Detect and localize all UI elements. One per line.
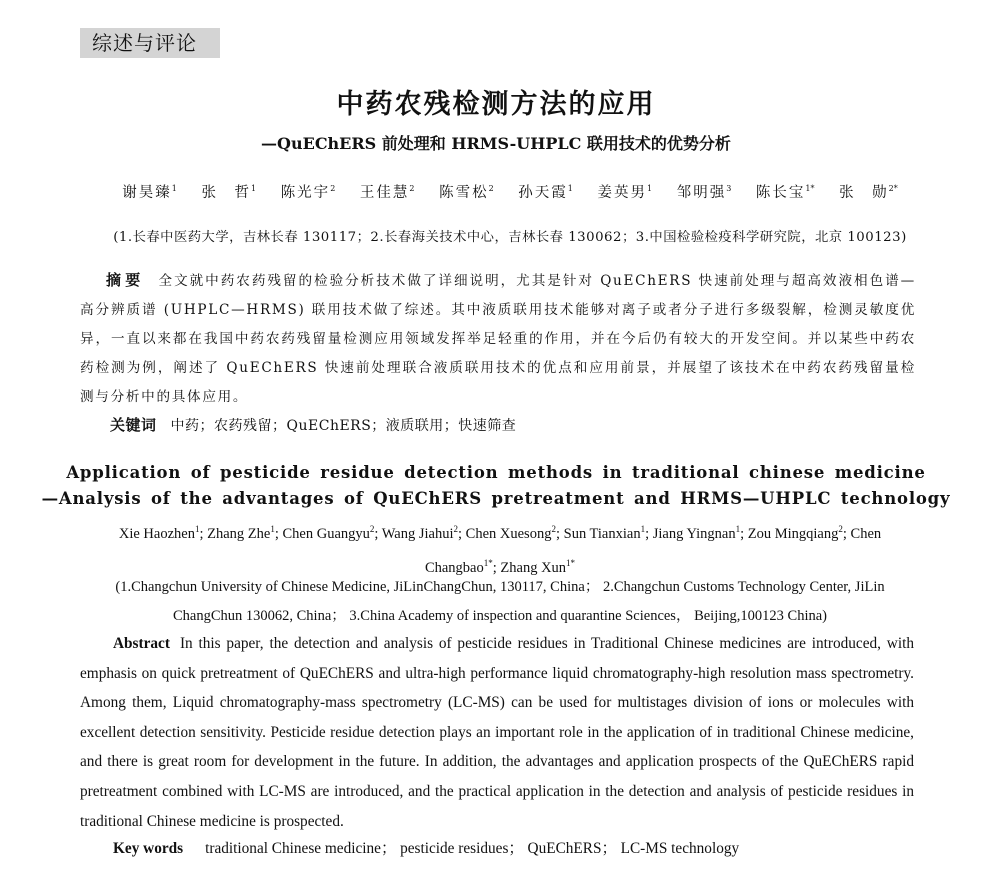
author-cn: 陈光宇$^2$ [280,184,336,201]
keywords-cn-label: 关键词 [110,416,157,434]
author-en: Xie Haozhen$^1$; [118,524,208,542]
title-en [0,460,992,512]
author-cn: 陈雪松$^2$ [439,184,494,201]
author-cn: 陈长宝$^{1*}$ [755,184,815,201]
abstract-cn-label: 摘要 [106,271,145,289]
author-cn: 张 哲$^1$ [201,184,257,201]
author-en: Chen Guangyu$^2$; [282,524,382,542]
subtitle-cn: —QuEChERS 前处理和 HRMS-UHPLC 联用技术的优势分析 [261,134,731,153]
abstract-cn-text: 全文就中药农药残留的检验分析技术做了详细说明，尤其是针对 QuEChERS 快速前处理与超高效液相色谱—高分辨质谱 (UHPLC—HRMS) 联用技术做了综述。其中液质联用技术能够对离子或者分子进行多级裂解，检测灵敏度优异，一直以来都在我国中药农药残留量检测应用领域发挥举足轻重的作用，并在今后仍有较大的开发空间。并以某些中药农药检测为例，阐述了 QuEChERS 快速前处理联合液质联用技术的优点和应用前景，并展望了该技术在中药农药残留量检测与分析中的具体应用。 [80,273,916,405]
affiliation-cn: (1.长春中医药大学，吉林长春 130117；2.长春海关技术中心，吉林长春 130062；3.中国检验检疫科学研究院，北京 100123) [113,230,907,245]
keywords-cn [80,413,916,438]
author-en: Chen Xuesong$^2$; [465,524,564,542]
abstract-cn [80,266,916,412]
keywords-cn-text: 中药；农药残留；QuEChERS；液质联用；快速筛查 [170,418,517,434]
keywords-en [80,836,914,862]
abstract-en [80,629,914,836]
author-en: Zhang Zhe$^1$; [207,524,283,542]
author-en: Chen Changbao$^{1*}$; [424,525,882,576]
author-en: Zou Mingqiang$^2$; [747,524,851,542]
author-en: Wang Jiahui$^2$; [381,524,466,542]
author-en: Sun Tianxian$^1$; [563,524,653,542]
section-tag: 综述与评论 [80,28,220,58]
affiliation-en: (1.Changchun University of Chinese Medicine, JiLinChangChun, 130117, China； 2.Changchun Customs Technology Center, JiLin ChangChun 130062, China； 3.China Academy of inspection and quarantine Sciences， Beijing,100123 China) [115,579,885,624]
author-cn: 姜英男$^1$ [597,184,653,201]
author-cn: 孙天霞$^1$ [518,184,573,201]
authors-cn [80,181,940,202]
keywords-en-label: Key words [113,840,184,857]
author-cn: 张 勋$^{2*}$ [839,184,898,201]
author-cn: 谢昊臻$^1$ [122,184,177,201]
abstract-en-label: Abstract [113,635,170,652]
author-cn: 王佳慧$^2$ [359,184,415,201]
abstract-en-text: In this paper, the detection and analysis of pesticide residues in Traditional Chinese medicines are introduced, with emphasis on quick pretreatment of QuEChERS and ultra-high performance liquid chromatography-high resolution mass spectrometry. Among them, Liquid chromatography-mass spectrometry (LC-MS) can be used for multistages division of ions or molecules with excellent detection sensitivity. Pesticide residue detection plays an important role in the application of in traditional Chinese medicine, and there is great room for development in the future. In addition, the advantages and application prospects of the QuEChERS rapid pretreatment combined with LC-MS are introduced, and the practical application in the detection and analysis of pesticide residues in traditional Chinese medicine is prospected. [80,635,914,830]
title-en-line2: —Analysis of the advantages of QuEChERS pretreatment and HRMS—UHPLC technology [41,489,951,508]
title-en-line1: Application of pesticide residue detection methods in traditional chinese medicine [66,463,926,482]
author-en: Zhang Xun$^{1*}$ [500,557,576,576]
title-cn: 中药农残检测方法的应用 [336,89,656,120]
author-en: Jiang Yingnan$^1$; [652,524,748,542]
author-cn: 邹明强$^3$ [676,184,732,201]
keywords-en-text: traditional Chinese medicine； pesticide residues； QuEChERS； LC-MS technology [205,840,740,857]
